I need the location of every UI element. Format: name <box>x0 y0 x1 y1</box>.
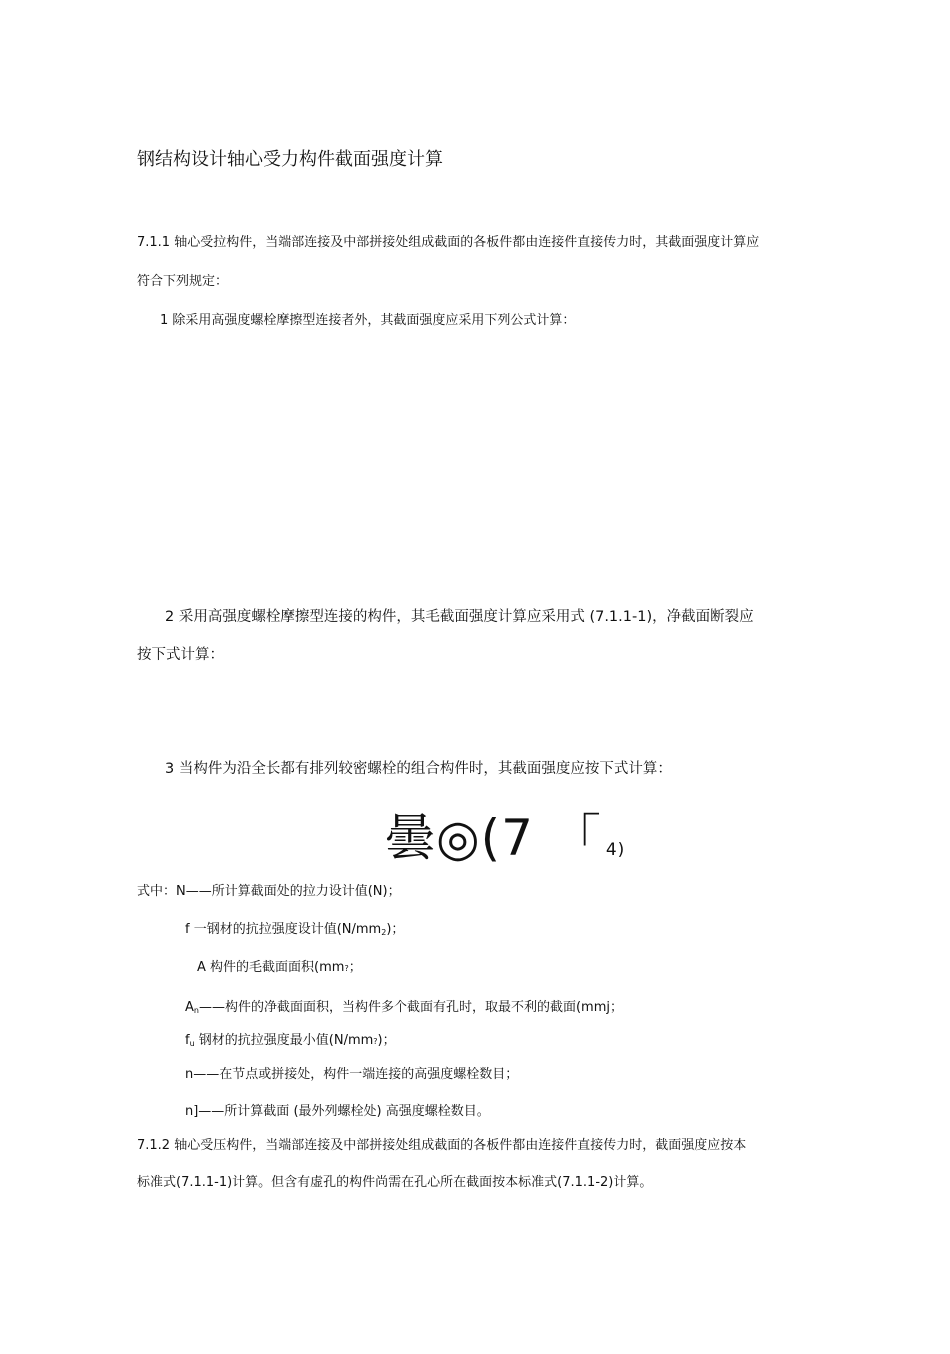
section-712-line2: 标准式(7.1.1-1)计算。但含有虚孔的构件尚需在孔心所在截面按本标准式(7.1.1-2)计算。 <box>137 1175 653 1190</box>
formula-text: 曇◎(7 「 <box>385 809 602 867</box>
section-712-line1: 7.1.2 轴心受压构件，当端部连接及中部拼接处组成截面的各板件都由连接件直接传力时，截面强度应按本 <box>137 1138 747 1153</box>
section-711-item2-line1: 2 采用高强度螺栓摩擦型连接的构件，其毛截面强度计算应采用式 (7.1.1-1)，净截面断裂应 <box>165 609 754 625</box>
formula-tag: 4) <box>605 840 626 860</box>
definition-A: A 构件的毛截面面积(mm?； <box>197 960 362 975</box>
definition-n: n——在节点或拼接处，构件一端连接的高强度螺栓数目； <box>185 1067 519 1082</box>
definition-f: f 一钢材的抗拉强度设计值$(N/mm_2)$； <box>185 922 405 937</box>
formula-7-1-1-4 <box>385 798 625 870</box>
section-711-item1: 1 除采用高强度螺栓摩擦型连接者外，其截面强度应采用下列公式计算： <box>160 313 576 328</box>
page-title: 钢结构设计轴心受力构件截面强度计算 <box>137 149 443 170</box>
section-711-line2: 符合下列规定： <box>137 274 229 289</box>
section-711-item3: 3 当构件为沿全长都有排列较密螺栓的组合构件时，其截面强度应按下式计算： <box>165 761 672 777</box>
definition-An: $A_n——$构件的净截面面积，当构件多个截面有孔时，取最不利的截面(mmj； <box>185 1000 623 1015</box>
section-711-line1: 7.1.1 轴心受拉构件，当端部连接及中部拼接处组成截面的各板件都由连接件直接传力时，其截面强度计算应 <box>137 235 760 250</box>
definition-n1: n]——所计算截面 (最外列螺栓处) 高强度螺栓数目。 <box>185 1104 490 1119</box>
section-711-item2-line2: 按下式计算： <box>137 647 224 663</box>
definition-fu: $f_u$ 钢材的抗拉强度最小值(N/mm?)； <box>185 1033 396 1048</box>
definition-N: 式中：N——所计算截面处的拉力设计值(N)； <box>137 884 401 899</box>
